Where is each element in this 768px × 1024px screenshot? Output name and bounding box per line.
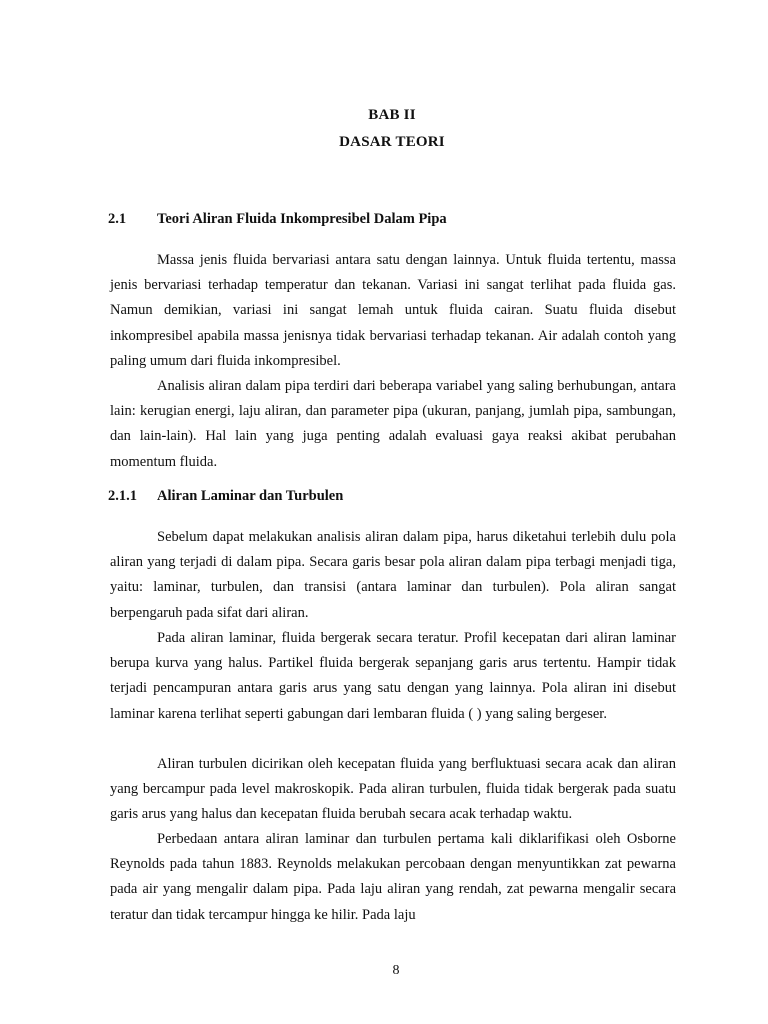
- chapter-title: DASAR TEORI: [339, 134, 445, 150]
- chapter-number: BAB II: [368, 107, 416, 123]
- paragraph: Sebelum dapat melakukan analisis aliran dalam pipa, harus diketahui terlebih dulu pola aliran yang terjadi di dalam pipa. Secara garis besar pola aliran dalam pipa terbagi menjadi tiga, yaitu: laminar, turbulen, dan transisi (antara laminar dan turbulen). Pola aliran sangat berpengaruh pada sifat dari aliran.: [110, 528, 676, 621]
- page-number: 8: [392, 963, 400, 978]
- paragraph: Massa jenis fluida bervariasi antara satu dengan lainnya. Untuk fluida tertentu, massa jenis bervariasi terhadap temperatur dan tekanan. Variasi ini sangat terlihat pada fluida gas. Namun demikian, variasi ini sangat lemah untuk fluida cairan. Suatu fluida disebut inkompresibel apabila massa jenisnya tidak bervariasi terhadap tekanan. Air adalah contoh yang paling umum dari fluida inkompresibel.: [110, 251, 676, 370]
- paragraph: Aliran turbulen dicirikan oleh kecepatan fluida yang berfluktuasi secara acak dan aliran yang bercampur pada level makroskopik. Pada aliran turbulen, fluida tidak bergerak pada suatu garis arus yang halus dan kecepatan fluida berubah secara acak terhadap waktu.: [110, 755, 676, 823]
- section-number: 2.1.1: [108, 488, 137, 504]
- section-heading-2-1: [108, 211, 447, 228]
- paragraph: Analisis aliran dalam pipa terdiri dari beberapa variabel yang saling berhubungan, antara lain: kerugian energi, laju aliran, dan parameter pipa (ukuran, panjang, jumlah pipa, sambungan, dan lain-lain). Hal lain yang juga penting adalah evaluasi gaya reaksi akibat perubahan momentum fluida.: [110, 377, 676, 470]
- paragraph: Perbedaan antara aliran laminar dan turbulen pertama kali diklarifikasi oleh Osborne Reynolds pada tahun 1883. Reynolds melakukan percobaan dengan menyuntikkan zat pewarna pada air yang mengalir dalam pipa. Pada laju aliran yang rendah, zat pewarna mengalir secara teratur dan tidak tercampur hingga ke hilir. Pada laju: [110, 830, 676, 923]
- section-number: 2.1: [108, 211, 127, 227]
- paragraph: Pada aliran laminar, fluida bergerak secara teratur. Profil kecepatan dari aliran laminar berupa kurva yang halus. Partikel fluida bergerak sepanjang garis arus tertentu. Hampir tidak terjadi pencampuran antara garis arus yang satu dengan yang lainnya. Pola aliran ini disebut laminar karena terlihat seperti gabungan dari lembaran fluida ( ) yang saling bergeser.: [110, 629, 676, 722]
- section-title: Teori Aliran Fluida Inkompresibel Dalam Pipa: [157, 211, 447, 227]
- section-title: Aliran Laminar dan Turbulen: [157, 488, 344, 504]
- section-heading-2-1-1: [108, 488, 343, 505]
